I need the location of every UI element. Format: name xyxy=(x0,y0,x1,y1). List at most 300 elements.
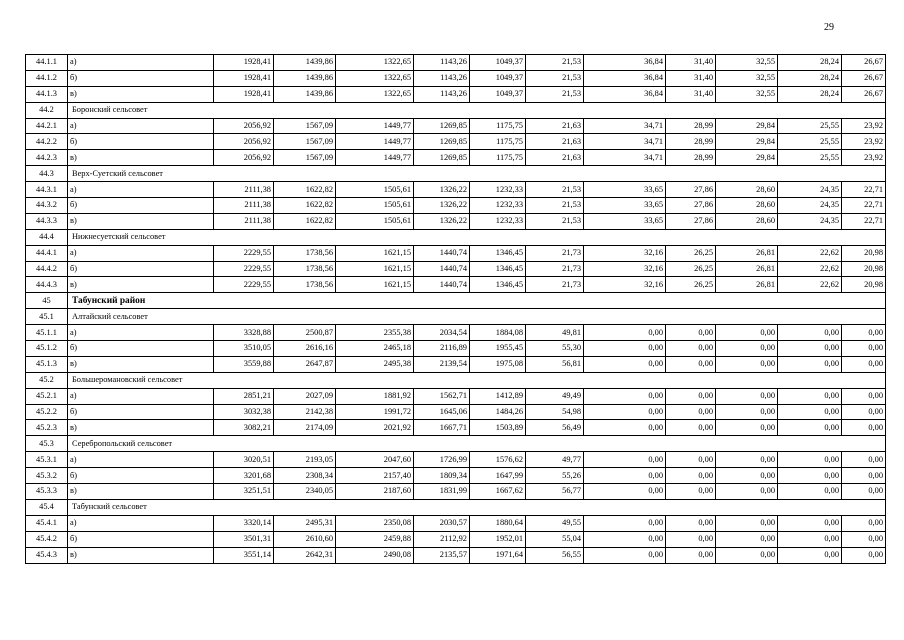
value-cell: 32,55 xyxy=(716,86,778,102)
table-row xyxy=(26,484,886,500)
value-cell: 28,60 xyxy=(716,213,778,229)
value-cell: 28,24 xyxy=(778,70,842,86)
value-cell: 2642,31 xyxy=(274,547,336,563)
value-cell: 1484,26 xyxy=(470,404,526,420)
row-subitem: в) xyxy=(68,547,214,563)
value-cell: 22,71 xyxy=(842,182,886,198)
value-cell: 2465,18 xyxy=(336,341,414,357)
value-cell: 1439,86 xyxy=(274,86,336,102)
value-cell: 1738,56 xyxy=(274,277,336,293)
value-cell: 1621,15 xyxy=(336,277,414,293)
value-cell: 21,53 xyxy=(526,198,584,214)
row-subitem: а) xyxy=(68,118,214,134)
value-cell: 28,24 xyxy=(778,55,842,71)
value-cell: 0,00 xyxy=(842,356,886,372)
value-cell: 3328,88 xyxy=(214,325,274,341)
value-cell: 20,98 xyxy=(842,277,886,293)
value-cell: 21,53 xyxy=(526,182,584,198)
value-cell: 2112,92 xyxy=(414,531,470,547)
value-cell: 55,30 xyxy=(526,341,584,357)
table-row xyxy=(26,118,886,134)
value-cell: 1269,85 xyxy=(414,150,470,166)
value-cell: 2495,31 xyxy=(274,515,336,531)
value-cell: 1622,82 xyxy=(274,213,336,229)
value-cell: 49,55 xyxy=(526,515,584,531)
row-code: 44.3.3 xyxy=(26,213,68,229)
value-cell: 1928,41 xyxy=(214,86,274,102)
value-cell: 2308,34 xyxy=(274,468,336,484)
value-cell: 0,00 xyxy=(842,388,886,404)
row-subitem: а) xyxy=(68,245,214,261)
value-cell: 21,53 xyxy=(526,86,584,102)
value-cell: 32,16 xyxy=(584,245,666,261)
row-code: 45.4.2 xyxy=(26,531,68,547)
table-row xyxy=(26,404,886,420)
value-cell: 2135,57 xyxy=(414,547,470,563)
value-cell: 22,71 xyxy=(842,213,886,229)
value-cell: 1440,74 xyxy=(414,245,470,261)
value-cell: 1449,77 xyxy=(336,118,414,134)
table-row xyxy=(26,150,886,166)
row-subitem: в) xyxy=(68,356,214,372)
value-cell: 1449,77 xyxy=(336,150,414,166)
value-cell: 1622,82 xyxy=(274,182,336,198)
value-cell: 1567,09 xyxy=(274,150,336,166)
value-cell: 26,25 xyxy=(666,277,716,293)
value-cell: 2851,21 xyxy=(214,388,274,404)
value-cell: 1622,82 xyxy=(274,198,336,214)
value-cell: 26,25 xyxy=(666,245,716,261)
value-cell: 1322,65 xyxy=(336,55,414,71)
value-cell: 22,62 xyxy=(778,261,842,277)
value-cell: 0,00 xyxy=(716,388,778,404)
row-subitem: б) xyxy=(68,531,214,547)
value-cell: 28,60 xyxy=(716,182,778,198)
value-cell: 2056,92 xyxy=(214,134,274,150)
value-cell: 0,00 xyxy=(716,356,778,372)
value-cell: 0,00 xyxy=(584,325,666,341)
value-cell: 0,00 xyxy=(666,388,716,404)
value-cell: 1449,77 xyxy=(336,134,414,150)
section-title: Алтайский сельсовет xyxy=(68,309,886,325)
value-cell: 20,98 xyxy=(842,245,886,261)
row-code: 44.1.3 xyxy=(26,86,68,102)
value-cell: 2030,57 xyxy=(414,515,470,531)
value-cell: 2034,54 xyxy=(414,325,470,341)
row-code: 45.3 xyxy=(26,436,68,452)
value-cell: 2187,60 xyxy=(336,484,414,500)
row-code: 44.2.2 xyxy=(26,134,68,150)
value-cell: 0,00 xyxy=(842,404,886,420)
row-subitem: а) xyxy=(68,182,214,198)
value-cell: 1322,65 xyxy=(336,86,414,102)
value-cell: 1346,45 xyxy=(470,277,526,293)
value-cell: 1439,86 xyxy=(274,55,336,71)
value-cell: 56,77 xyxy=(526,484,584,500)
value-cell: 1232,33 xyxy=(470,198,526,214)
value-cell: 2616,16 xyxy=(274,341,336,357)
table-row xyxy=(26,452,886,468)
value-cell: 29,84 xyxy=(716,118,778,134)
value-cell: 0,00 xyxy=(584,420,666,436)
value-cell: 1175,75 xyxy=(470,134,526,150)
value-cell: 22,71 xyxy=(842,198,886,214)
table-row xyxy=(26,388,886,404)
value-cell: 24,35 xyxy=(778,198,842,214)
value-cell: 27,86 xyxy=(666,213,716,229)
value-cell: 0,00 xyxy=(666,484,716,500)
row-subitem: а) xyxy=(68,515,214,531)
value-cell: 55,26 xyxy=(526,468,584,484)
value-cell: 1645,06 xyxy=(414,404,470,420)
value-cell: 2027,09 xyxy=(274,388,336,404)
row-code: 45.4 xyxy=(26,499,68,515)
table-row xyxy=(26,325,886,341)
row-code: 45.1.3 xyxy=(26,356,68,372)
row-subitem: в) xyxy=(68,420,214,436)
value-cell: 0,00 xyxy=(666,468,716,484)
value-cell: 0,00 xyxy=(584,388,666,404)
value-cell: 1955,45 xyxy=(470,341,526,357)
value-cell: 1326,22 xyxy=(414,213,470,229)
value-cell: 2490,08 xyxy=(336,547,414,563)
value-cell: 28,99 xyxy=(666,118,716,134)
row-subitem: в) xyxy=(68,213,214,229)
value-cell: 1562,71 xyxy=(414,388,470,404)
table-row xyxy=(26,420,886,436)
table-row xyxy=(26,86,886,102)
value-cell: 1326,22 xyxy=(414,198,470,214)
value-cell: 23,92 xyxy=(842,118,886,134)
table-row xyxy=(26,277,886,293)
value-cell: 33,65 xyxy=(584,182,666,198)
value-cell: 24,35 xyxy=(778,182,842,198)
value-cell: 1505,61 xyxy=(336,213,414,229)
value-cell: 1884,08 xyxy=(470,325,526,341)
value-cell: 25,55 xyxy=(778,150,842,166)
value-cell: 0,00 xyxy=(584,404,666,420)
value-cell: 0,00 xyxy=(716,468,778,484)
value-cell: 0,00 xyxy=(666,452,716,468)
value-cell: 2355,38 xyxy=(336,325,414,341)
value-cell: 1232,33 xyxy=(470,213,526,229)
row-code: 45.2.3 xyxy=(26,420,68,436)
table-row xyxy=(26,245,886,261)
row-code: 45.1.1 xyxy=(26,325,68,341)
table-body xyxy=(26,55,886,564)
value-cell: 1667,62 xyxy=(470,484,526,500)
row-code: 44.3.1 xyxy=(26,182,68,198)
value-cell: 0,00 xyxy=(778,452,842,468)
row-subitem: в) xyxy=(68,484,214,500)
value-cell: 1175,75 xyxy=(470,150,526,166)
value-cell: 34,71 xyxy=(584,150,666,166)
value-cell: 32,55 xyxy=(716,70,778,86)
row-code: 44.1.1 xyxy=(26,55,68,71)
value-cell: 1738,56 xyxy=(274,245,336,261)
value-cell: 26,81 xyxy=(716,277,778,293)
value-cell: 3559,88 xyxy=(214,356,274,372)
value-cell: 0,00 xyxy=(716,484,778,500)
value-cell: 0,00 xyxy=(778,341,842,357)
value-cell: 1831,99 xyxy=(414,484,470,500)
value-cell: 1503,89 xyxy=(470,420,526,436)
value-cell: 1505,61 xyxy=(336,182,414,198)
district-header-row xyxy=(26,293,886,309)
section-title: Верх-Суетский сельсовет xyxy=(68,166,886,182)
value-cell: 2647,87 xyxy=(274,356,336,372)
value-cell: 0,00 xyxy=(666,515,716,531)
value-cell: 0,00 xyxy=(778,515,842,531)
value-cell: 1440,74 xyxy=(414,277,470,293)
value-cell: 0,00 xyxy=(666,404,716,420)
value-cell: 56,55 xyxy=(526,547,584,563)
section-title: Серебропольский сельсовет xyxy=(68,436,886,452)
value-cell: 0,00 xyxy=(666,531,716,547)
value-cell: 3020,51 xyxy=(214,452,274,468)
row-code: 45.1 xyxy=(26,309,68,325)
table-row xyxy=(26,341,886,357)
value-cell: 31,40 xyxy=(666,70,716,86)
value-cell: 49,49 xyxy=(526,388,584,404)
value-cell: 21,63 xyxy=(526,150,584,166)
value-cell: 0,00 xyxy=(716,325,778,341)
value-cell: 24,35 xyxy=(778,213,842,229)
row-code: 44.2.1 xyxy=(26,118,68,134)
table-row xyxy=(26,182,886,198)
value-cell: 22,62 xyxy=(778,245,842,261)
section-title: Нижнесуетский сельсовет xyxy=(68,229,886,245)
row-code: 45.3.3 xyxy=(26,484,68,500)
value-cell: 2459,88 xyxy=(336,531,414,547)
value-cell: 1621,15 xyxy=(336,261,414,277)
value-cell: 2340,05 xyxy=(274,484,336,500)
value-cell: 0,00 xyxy=(842,484,886,500)
value-cell: 0,00 xyxy=(666,420,716,436)
value-cell: 0,00 xyxy=(584,547,666,563)
value-cell: 27,86 xyxy=(666,198,716,214)
section-header-row xyxy=(26,372,886,388)
value-cell: 3320,14 xyxy=(214,515,274,531)
value-cell: 0,00 xyxy=(716,531,778,547)
table-row xyxy=(26,70,886,86)
value-cell: 3082,21 xyxy=(214,420,274,436)
value-cell: 1346,45 xyxy=(470,261,526,277)
value-cell: 36,84 xyxy=(584,70,666,86)
value-cell: 2047,60 xyxy=(336,452,414,468)
row-subitem: б) xyxy=(68,404,214,420)
value-cell: 23,92 xyxy=(842,134,886,150)
value-cell: 2174,09 xyxy=(274,420,336,436)
value-cell: 1576,62 xyxy=(470,452,526,468)
value-cell: 2021,92 xyxy=(336,420,414,436)
value-cell: 26,81 xyxy=(716,261,778,277)
row-code: 45 xyxy=(26,293,68,309)
value-cell: 34,71 xyxy=(584,134,666,150)
value-cell: 1881,92 xyxy=(336,388,414,404)
value-cell: 1726,99 xyxy=(414,452,470,468)
row-subitem: в) xyxy=(68,150,214,166)
value-cell: 1505,61 xyxy=(336,198,414,214)
value-cell: 0,00 xyxy=(584,515,666,531)
value-cell: 23,92 xyxy=(842,150,886,166)
table-row xyxy=(26,468,886,484)
value-cell: 49,77 xyxy=(526,452,584,468)
value-cell: 0,00 xyxy=(842,547,886,563)
value-cell: 0,00 xyxy=(778,531,842,547)
value-cell: 54,98 xyxy=(526,404,584,420)
value-cell: 1269,85 xyxy=(414,118,470,134)
row-code: 44.2.3 xyxy=(26,150,68,166)
value-cell: 3201,68 xyxy=(214,468,274,484)
value-cell: 29,84 xyxy=(716,150,778,166)
row-subitem: б) xyxy=(68,341,214,357)
value-cell: 29,84 xyxy=(716,134,778,150)
value-cell: 0,00 xyxy=(584,468,666,484)
value-cell: 21,63 xyxy=(526,134,584,150)
value-cell: 0,00 xyxy=(584,484,666,500)
value-cell: 26,81 xyxy=(716,245,778,261)
row-code: 44.3.2 xyxy=(26,198,68,214)
table-row xyxy=(26,261,886,277)
section-header-row xyxy=(26,229,886,245)
value-cell: 26,67 xyxy=(842,55,886,71)
row-code: 45.2.1 xyxy=(26,388,68,404)
table-row xyxy=(26,356,886,372)
tariff-table xyxy=(25,54,886,564)
value-cell: 2111,38 xyxy=(214,198,274,214)
value-cell: 32,16 xyxy=(584,261,666,277)
value-cell: 22,62 xyxy=(778,277,842,293)
value-cell: 32,55 xyxy=(716,55,778,71)
value-cell: 0,00 xyxy=(778,468,842,484)
value-cell: 0,00 xyxy=(778,420,842,436)
value-cell: 0,00 xyxy=(842,468,886,484)
value-cell: 0,00 xyxy=(716,420,778,436)
row-code: 44.4.2 xyxy=(26,261,68,277)
value-cell: 0,00 xyxy=(842,531,886,547)
value-cell: 26,67 xyxy=(842,70,886,86)
value-cell: 36,84 xyxy=(584,86,666,102)
row-code: 44.4.3 xyxy=(26,277,68,293)
row-subitem: а) xyxy=(68,55,214,71)
row-code: 45.4.3 xyxy=(26,547,68,563)
value-cell: 0,00 xyxy=(584,341,666,357)
row-subitem: а) xyxy=(68,452,214,468)
value-cell: 0,00 xyxy=(584,452,666,468)
table-row xyxy=(26,547,886,563)
value-cell: 0,00 xyxy=(842,515,886,531)
value-cell: 0,00 xyxy=(778,388,842,404)
value-cell: 0,00 xyxy=(778,547,842,563)
value-cell: 2229,55 xyxy=(214,277,274,293)
value-cell: 33,65 xyxy=(584,198,666,214)
value-cell: 21,73 xyxy=(526,277,584,293)
value-cell: 1880,64 xyxy=(470,515,526,531)
value-cell: 1143,26 xyxy=(414,55,470,71)
value-cell: 20,98 xyxy=(842,261,886,277)
section-header-row xyxy=(26,166,886,182)
value-cell: 31,40 xyxy=(666,86,716,102)
value-cell: 55,04 xyxy=(526,531,584,547)
row-code: 45.2.2 xyxy=(26,404,68,420)
value-cell: 1049,37 xyxy=(470,86,526,102)
value-cell: 34,71 xyxy=(584,118,666,134)
value-cell: 1175,75 xyxy=(470,118,526,134)
value-cell: 1738,56 xyxy=(274,261,336,277)
row-code: 44.4 xyxy=(26,229,68,245)
value-cell: 32,16 xyxy=(584,277,666,293)
value-cell: 1269,85 xyxy=(414,134,470,150)
value-cell: 2610,60 xyxy=(274,531,336,547)
value-cell: 0,00 xyxy=(666,356,716,372)
row-subitem: а) xyxy=(68,388,214,404)
section-title: Большеромановский сельсовет xyxy=(68,372,886,388)
value-cell: 1928,41 xyxy=(214,70,274,86)
value-cell: 21,53 xyxy=(526,213,584,229)
value-cell: 21,73 xyxy=(526,261,584,277)
value-cell: 0,00 xyxy=(842,325,886,341)
value-cell: 3510,05 xyxy=(214,341,274,357)
value-cell: 28,24 xyxy=(778,86,842,102)
value-cell: 0,00 xyxy=(842,420,886,436)
value-cell: 36,84 xyxy=(584,55,666,71)
value-cell: 25,55 xyxy=(778,118,842,134)
value-cell: 25,55 xyxy=(778,134,842,150)
row-code: 44.2 xyxy=(26,102,68,118)
value-cell: 1647,99 xyxy=(470,468,526,484)
value-cell: 2500,87 xyxy=(274,325,336,341)
row-subitem: б) xyxy=(68,134,214,150)
value-cell: 2056,92 xyxy=(214,150,274,166)
row-code: 44.4.1 xyxy=(26,245,68,261)
row-code: 45.4.1 xyxy=(26,515,68,531)
value-cell: 21,63 xyxy=(526,118,584,134)
value-cell: 33,65 xyxy=(584,213,666,229)
row-subitem: б) xyxy=(68,198,214,214)
value-cell: 1049,37 xyxy=(470,70,526,86)
value-cell: 1232,33 xyxy=(470,182,526,198)
value-cell: 0,00 xyxy=(778,484,842,500)
row-code: 44.3 xyxy=(26,166,68,182)
value-cell: 1143,26 xyxy=(414,70,470,86)
value-cell: 3501,31 xyxy=(214,531,274,547)
value-cell: 0,00 xyxy=(666,341,716,357)
value-cell: 21,53 xyxy=(526,55,584,71)
table-row xyxy=(26,55,886,71)
value-cell: 0,00 xyxy=(716,515,778,531)
row-subitem: б) xyxy=(68,261,214,277)
section-header-row xyxy=(26,309,886,325)
section-title: Табунский сельсовет xyxy=(68,499,886,515)
page-number: 29 xyxy=(824,22,834,33)
value-cell: 1412,89 xyxy=(470,388,526,404)
row-code: 45.3.2 xyxy=(26,468,68,484)
value-cell: 0,00 xyxy=(716,404,778,420)
value-cell: 0,00 xyxy=(716,341,778,357)
value-cell: 56,81 xyxy=(526,356,584,372)
value-cell: 2229,55 xyxy=(214,261,274,277)
value-cell: 28,60 xyxy=(716,198,778,214)
value-cell: 56,49 xyxy=(526,420,584,436)
value-cell: 21,73 xyxy=(526,245,584,261)
value-cell: 1143,26 xyxy=(414,86,470,102)
value-cell: 1928,41 xyxy=(214,55,274,71)
section-header-row xyxy=(26,436,886,452)
value-cell: 1567,09 xyxy=(274,134,336,150)
value-cell: 26,25 xyxy=(666,261,716,277)
value-cell: 0,00 xyxy=(716,547,778,563)
